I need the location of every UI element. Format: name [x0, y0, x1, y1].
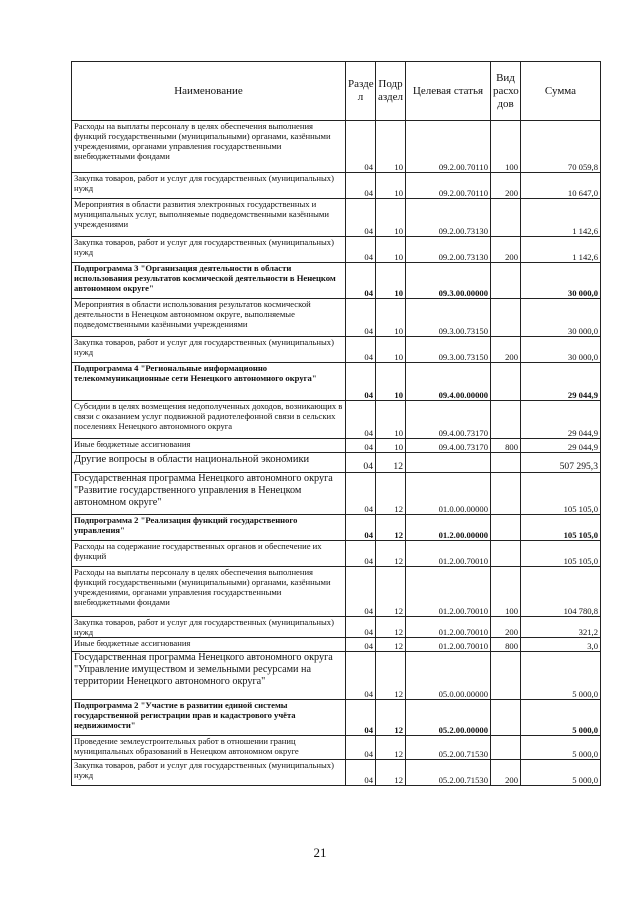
row-target: 05.2.00.71530 — [406, 760, 491, 786]
row-target: 09.2.00.70110 — [406, 173, 491, 199]
row-expense-type: 100 — [491, 121, 521, 173]
row-subsection: 12 — [376, 652, 406, 700]
table-row — [72, 337, 601, 363]
row-expense-type: 200 — [491, 617, 521, 638]
row-expense-type — [491, 299, 521, 337]
row-expense-type: 200 — [491, 337, 521, 363]
row-subsection: 10 — [376, 299, 406, 337]
row-target: 09.2.00.73130 — [406, 199, 491, 237]
row-name: Иные бюджетные ассигнования — [72, 638, 346, 652]
budget-table — [71, 61, 601, 786]
table-row — [72, 652, 601, 700]
row-amount: 29 044,9 — [521, 363, 601, 401]
table-row — [72, 121, 601, 173]
row-section: 04 — [346, 515, 376, 541]
row-target: 05.2.00.00000 — [406, 700, 491, 736]
row-amount: 105 105,0 — [521, 515, 601, 541]
row-target — [406, 453, 491, 473]
row-name: Закупка товаров, работ и услуг для государственных (муниципальных) нужд — [72, 337, 346, 363]
header-section: Разде л — [346, 62, 376, 121]
row-name: Закупка товаров, работ и услуг для государственных (муниципальных) нужд — [72, 617, 346, 638]
row-section: 04 — [346, 263, 376, 299]
table-row — [72, 760, 601, 786]
row-amount: 30 000,0 — [521, 263, 601, 299]
row-amount: 3,0 — [521, 638, 601, 652]
row-subsection: 10 — [376, 237, 406, 263]
table-row — [72, 199, 601, 237]
table-row — [72, 439, 601, 453]
table-row — [72, 541, 601, 567]
table-row — [72, 736, 601, 760]
row-subsection: 10 — [376, 363, 406, 401]
row-section: 04 — [346, 567, 376, 617]
row-section: 04 — [346, 638, 376, 652]
row-section: 04 — [346, 337, 376, 363]
row-name: Расходы на выплаты персоналу в целях обеспечения выполнения функций государственными (муниципальными) органами, казёнными учреждениями, органами управления государственными внебюджетными фондами — [72, 121, 346, 173]
row-subsection: 12 — [376, 453, 406, 473]
row-name: Проведение землеустроительных работ в отношении границ муниципальных образований в Ненецком автономном округе — [72, 736, 346, 760]
header-subsection: Подр аздел — [376, 62, 406, 121]
row-amount: 29 044,9 — [521, 401, 601, 439]
row-target: 01.2.00.70010 — [406, 567, 491, 617]
row-name: Подпрограмма 2 "Реализация функций государственного управления" — [72, 515, 346, 541]
row-subsection: 10 — [376, 173, 406, 199]
row-target: 05.2.00.71530 — [406, 736, 491, 760]
row-expense-type: 200 — [491, 760, 521, 786]
row-subsection: 10 — [376, 199, 406, 237]
row-expense-type — [491, 515, 521, 541]
table-row — [72, 363, 601, 401]
row-subsection: 10 — [376, 337, 406, 363]
row-section: 04 — [346, 617, 376, 638]
row-name: Подпрограмма 4 "Региональные информационно телекоммуникационные сети Ненецкого автономного округа" — [72, 363, 346, 401]
row-expense-type — [491, 473, 521, 515]
row-expense-type — [491, 700, 521, 736]
row-target: 01.2.00.70010 — [406, 638, 491, 652]
row-name: Государственная программа Ненецкого автономного округа "Развитие государственного управления в Ненецком автономном округе" — [72, 473, 346, 515]
row-name: Расходы на содержание государственных органов и обеспечение их функций — [72, 541, 346, 567]
header-amount: Сумма — [521, 62, 601, 121]
row-name: Субсидии в целях возмещения недополученных доходов, возникающих в связи с оказанием услуг подвижной радиотелефонной связи в сельских поселениях Ненецкого автономного округа — [72, 401, 346, 439]
row-section: 04 — [346, 700, 376, 736]
row-target: 01.2.00.70010 — [406, 617, 491, 638]
row-section: 04 — [346, 652, 376, 700]
row-subsection: 12 — [376, 617, 406, 638]
row-name: Закупка товаров, работ и услуг для государственных (муниципальных) нужд — [72, 760, 346, 786]
row-expense-type: 800 — [491, 439, 521, 453]
row-amount: 507 295,3 — [521, 453, 601, 473]
row-amount: 321,2 — [521, 617, 601, 638]
row-amount: 105 105,0 — [521, 541, 601, 567]
table-row — [72, 263, 601, 299]
header-target: Целевая статья — [406, 62, 491, 121]
table-row — [72, 617, 601, 638]
header-name: Наименование — [72, 62, 346, 121]
row-subsection: 10 — [376, 121, 406, 173]
row-amount: 10 647,0 — [521, 173, 601, 199]
page-number: 21 — [313, 845, 327, 860]
row-expense-type — [491, 736, 521, 760]
row-expense-type: 100 — [491, 567, 521, 617]
row-section: 04 — [346, 121, 376, 173]
row-target: 01.0.00.00000 — [406, 473, 491, 515]
row-amount: 70 059,8 — [521, 121, 601, 173]
row-name: Подпрограмма 3 "Организация деятельности в области использования результатов космической деятельности в Ненецком автономном округе" — [72, 263, 346, 299]
row-subsection: 12 — [376, 638, 406, 652]
row-section: 04 — [346, 453, 376, 473]
header-expense-type: Вид расхо дов — [491, 62, 521, 121]
row-name: Закупка товаров, работ и услуг для государственных (муниципальных) нужд — [72, 173, 346, 199]
row-amount: 5 000,0 — [521, 736, 601, 760]
row-subsection: 12 — [376, 541, 406, 567]
row-section: 04 — [346, 541, 376, 567]
table-row — [72, 638, 601, 652]
row-target: 09.2.00.73130 — [406, 237, 491, 263]
table-row — [72, 237, 601, 263]
row-name: Подпрограмма 2 "Участие в развитии единой системы государственной регистрации прав и кадастрового учёта недвижимости" — [72, 700, 346, 736]
row-name: Мероприятия в области использования результатов космической деятельности в Ненецком автономном округе, выполняемые подведомственными казёнными учреждениями — [72, 299, 346, 337]
row-amount: 105 105,0 — [521, 473, 601, 515]
row-name: Закупка товаров, работ и услуг для государственных (муниципальных) нужд — [72, 237, 346, 263]
table-header-row — [72, 62, 601, 121]
row-section: 04 — [346, 760, 376, 786]
row-amount: 29 044,9 — [521, 439, 601, 453]
row-target: 01.2.00.00000 — [406, 515, 491, 541]
row-amount: 1 142,6 — [521, 199, 601, 237]
row-target: 09.3.00.73150 — [406, 299, 491, 337]
row-name: Другие вопросы в области национальной экономики — [72, 453, 346, 473]
row-subsection: 12 — [376, 473, 406, 515]
row-amount: 5 000,0 — [521, 760, 601, 786]
row-target: 09.4.00.73170 — [406, 439, 491, 453]
row-amount: 30 000,0 — [521, 299, 601, 337]
row-expense-type — [491, 541, 521, 567]
row-target: 09.4.00.00000 — [406, 363, 491, 401]
row-target: 05.0.00.00000 — [406, 652, 491, 700]
table-body — [72, 121, 601, 786]
row-target: 09.3.00.00000 — [406, 263, 491, 299]
row-amount: 1 142,6 — [521, 237, 601, 263]
table-row — [72, 173, 601, 199]
table-row — [72, 453, 601, 473]
table-row — [72, 299, 601, 337]
row-target: 09.3.00.73150 — [406, 337, 491, 363]
table-row — [72, 515, 601, 541]
row-subsection: 12 — [376, 515, 406, 541]
row-expense-type — [491, 401, 521, 439]
table-row — [72, 567, 601, 617]
row-expense-type — [491, 363, 521, 401]
row-subsection: 12 — [376, 760, 406, 786]
row-subsection: 10 — [376, 439, 406, 453]
row-expense-type: 200 — [491, 237, 521, 263]
row-section: 04 — [346, 299, 376, 337]
row-name: Мероприятия в области развития электронных государственных и муниципальных услуг, выполняемые подведомственными казёнными учреждениями — [72, 199, 346, 237]
row-expense-type — [491, 263, 521, 299]
row-amount: 5 000,0 — [521, 652, 601, 700]
row-expense-type: 200 — [491, 173, 521, 199]
row-subsection: 12 — [376, 700, 406, 736]
row-section: 04 — [346, 363, 376, 401]
row-amount: 5 000,0 — [521, 700, 601, 736]
row-subsection: 12 — [376, 736, 406, 760]
row-expense-type — [491, 453, 521, 473]
row-name: Иные бюджетные ассигнования — [72, 439, 346, 453]
row-section: 04 — [346, 736, 376, 760]
row-subsection: 10 — [376, 401, 406, 439]
row-name: Государственная программа Ненецкого автономного округа "Управление имуществом и земельными ресурсами на территории Ненецкого автономного округа" — [72, 652, 346, 700]
row-expense-type: 800 — [491, 638, 521, 652]
row-section: 04 — [346, 173, 376, 199]
row-section: 04 — [346, 439, 376, 453]
row-section: 04 — [346, 199, 376, 237]
row-section: 04 — [346, 473, 376, 515]
row-target: 01.2.00.70010 — [406, 541, 491, 567]
table-row — [72, 473, 601, 515]
row-section: 04 — [346, 237, 376, 263]
row-amount: 104 780,8 — [521, 567, 601, 617]
table-row — [72, 700, 601, 736]
row-subsection: 10 — [376, 263, 406, 299]
row-target: 09.4.00.73170 — [406, 401, 491, 439]
row-subsection: 12 — [376, 567, 406, 617]
row-name: Расходы на выплаты персоналу в целях обеспечения выполнения функций государственными (муниципальными) органами, казёнными учреждениями, органами управления государственными внебюджетными фондами — [72, 567, 346, 617]
row-amount: 30 000,0 — [521, 337, 601, 363]
row-section: 04 — [346, 401, 376, 439]
row-target: 09.2.00.70110 — [406, 121, 491, 173]
row-expense-type — [491, 652, 521, 700]
row-expense-type — [491, 199, 521, 237]
table-row — [72, 401, 601, 439]
